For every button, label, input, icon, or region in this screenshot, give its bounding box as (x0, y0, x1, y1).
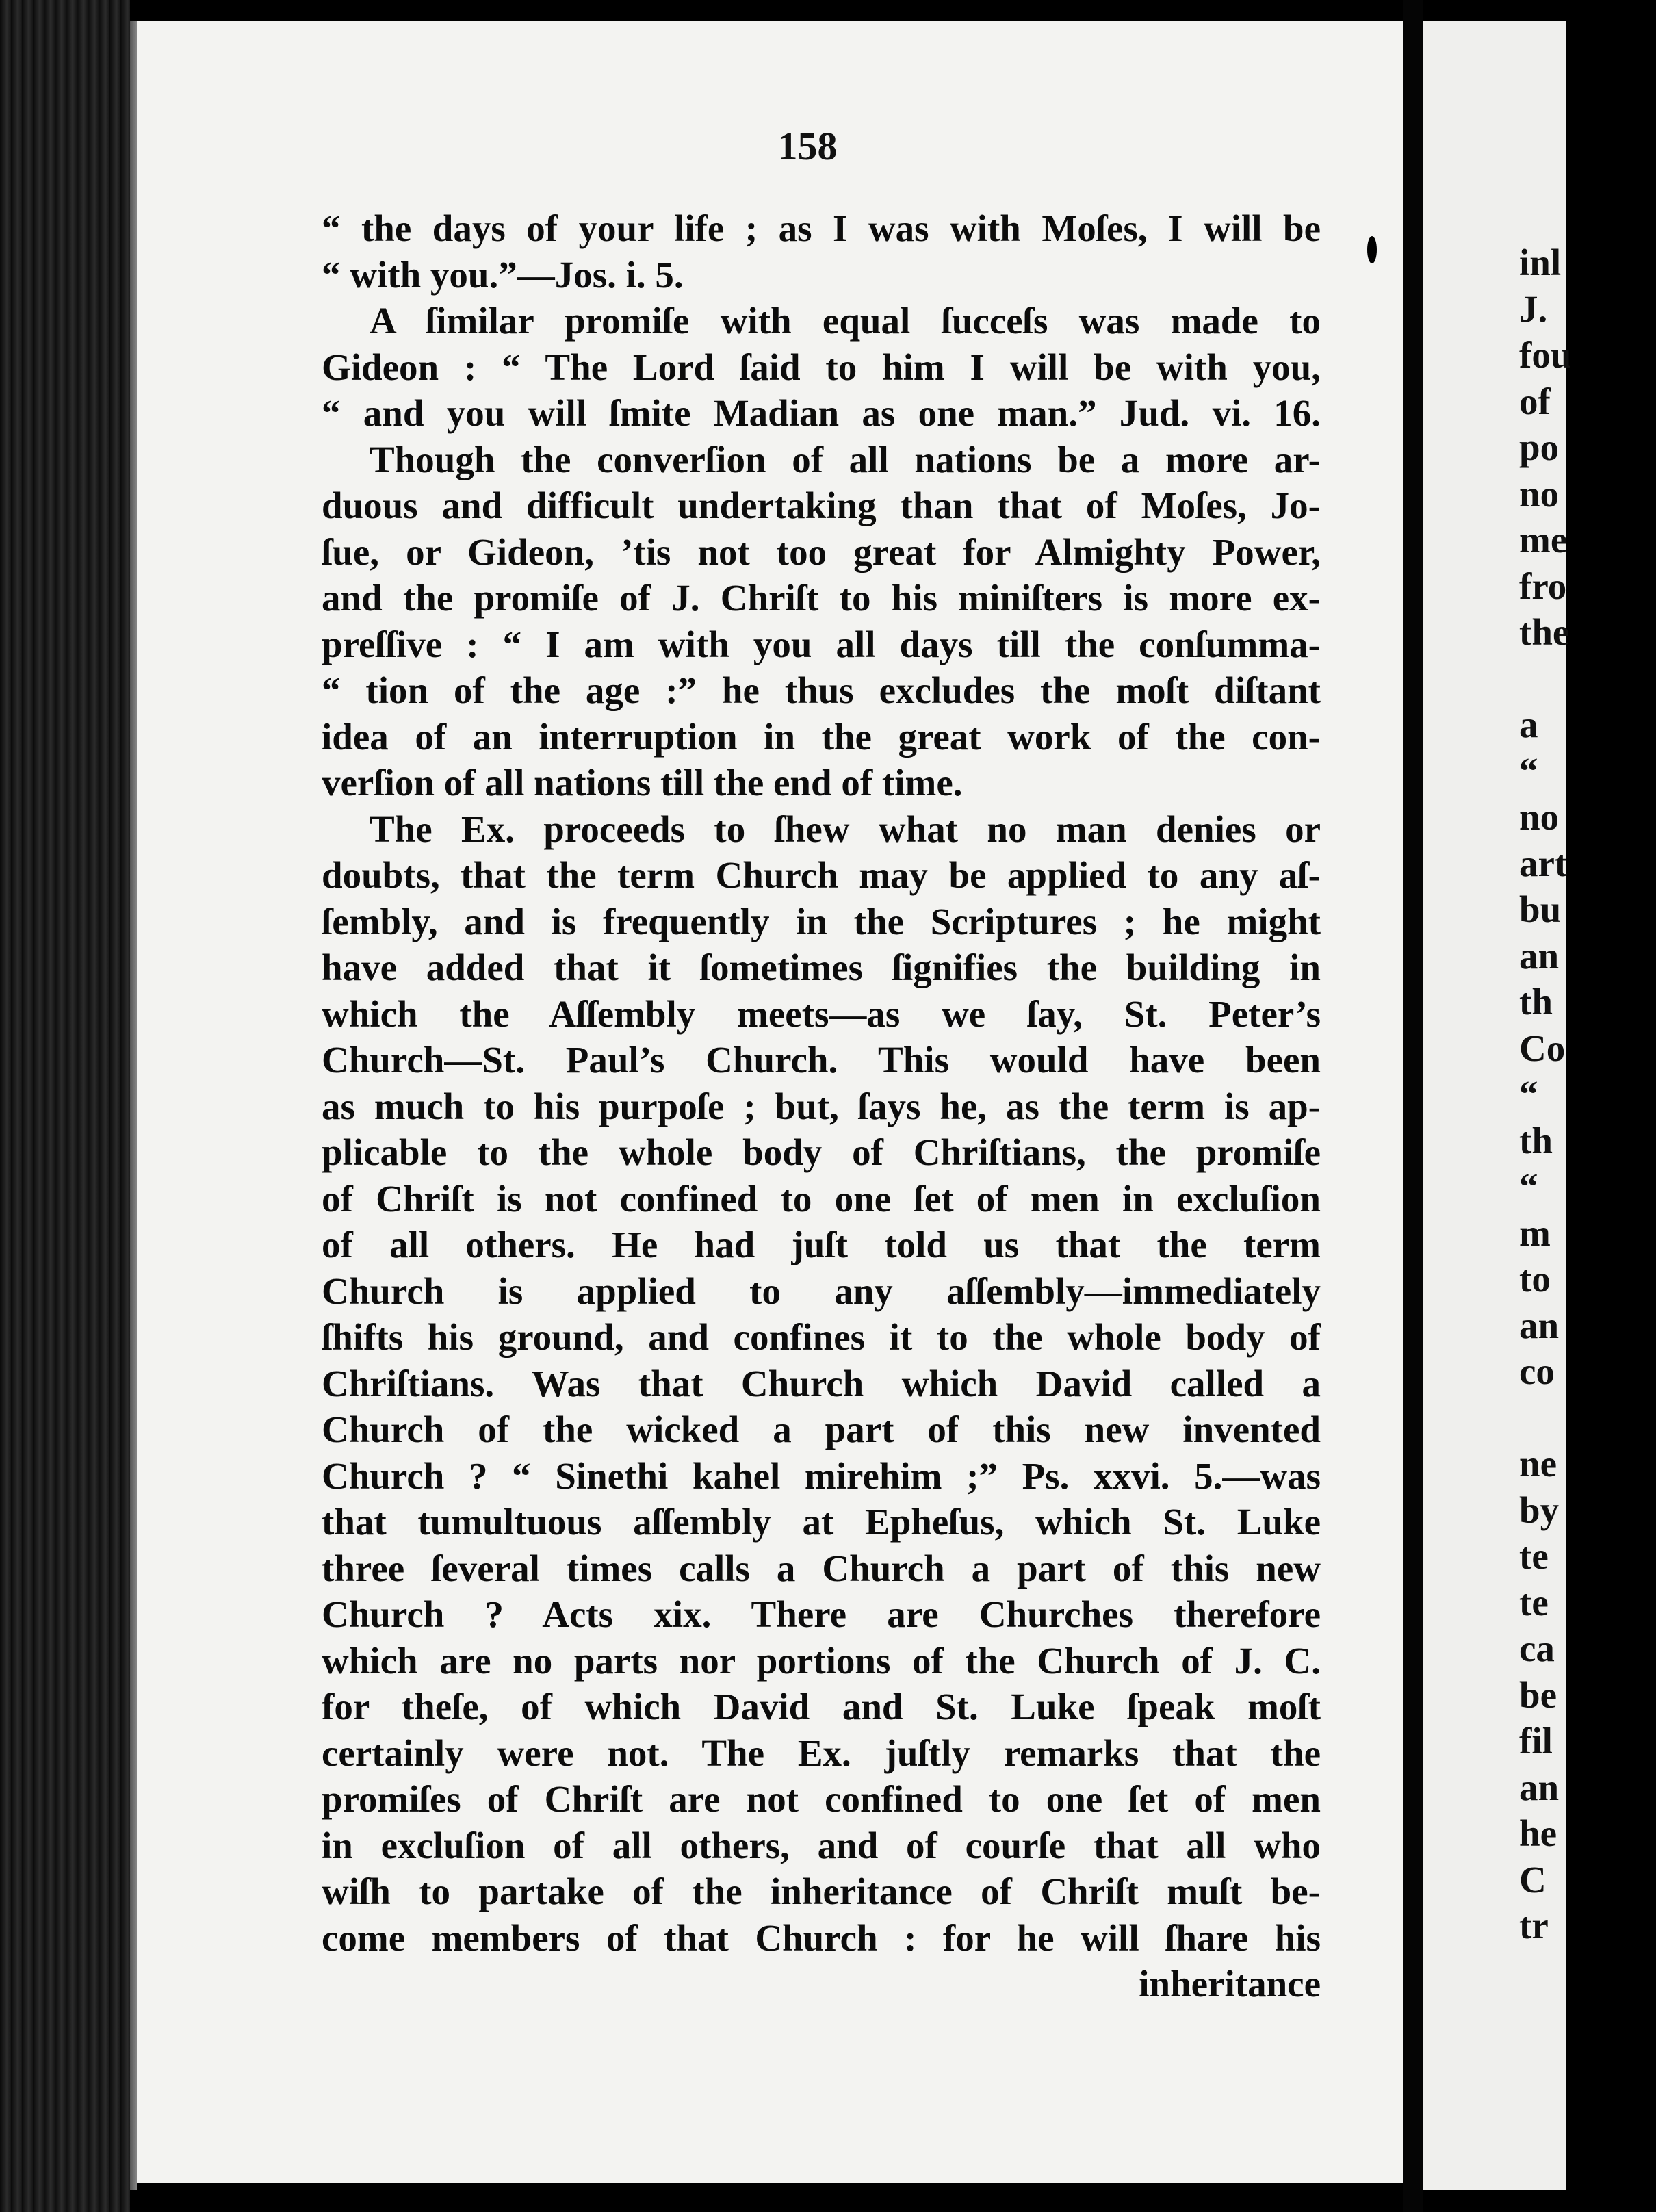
next-page-fragment: po (1519, 426, 1560, 468)
next-page-fragment (1519, 656, 1656, 702)
text-line: plicable to the whole body of Chriſtians, the promiſe (322, 1131, 1321, 1173)
text-line: A ſimilar promiſe with equal ſucceſs was made to (370, 300, 1321, 342)
next-page-fragment: te (1519, 1535, 1549, 1577)
next-page-fragment: an (1519, 1766, 1560, 1808)
text-line: in excluſion of all others, and of courſe that all who (322, 1824, 1321, 1866)
next-page-fragment: the (1519, 611, 1570, 653)
margin-mark (1367, 236, 1377, 263)
next-page-text (1519, 240, 1656, 1949)
page-number: 158 (777, 124, 838, 168)
next-page-fragment (1519, 1395, 1656, 1441)
next-page-fragment: no (1519, 472, 1560, 515)
next-page-fragment: bu (1519, 888, 1562, 930)
text-line: ſembly, and is frequently in the Scriptures ; he might (322, 900, 1321, 942)
text-line: “ with you.”—Jos. i. 5. (322, 253, 684, 296)
text-line: promiſes of Chriſt are not confined to one ſet of men (322, 1778, 1321, 1820)
text-line: wiſh to partake of the inheritance of Chriſt muſt be- (322, 1870, 1321, 1912)
next-page-fragment: th (1519, 1119, 1553, 1161)
next-page-fragment: an (1519, 934, 1560, 977)
text-line: and the promiſe of J. Chriſt to his miniſters is more ex- (322, 577, 1321, 619)
text-line: Though the converſion of all nations be a more ar- (370, 438, 1321, 480)
next-page-fragment: art (1519, 842, 1568, 884)
next-page-fragment: th (1519, 981, 1553, 1023)
text-line: Church of the wicked a part of this new invented (322, 1409, 1321, 1450)
text-line: Church ? “ Sinethi kahel mirehim ;” Ps. xxvi. 5.—was (322, 1454, 1321, 1497)
book-edge (0, 0, 130, 2212)
next-page-fragment: J. (1519, 287, 1548, 330)
next-page-fragment: fil (1519, 1720, 1553, 1762)
text-line: “ and you will ſmite Madian as one man.” Jud. vi. 16. (322, 392, 1321, 434)
next-page-fragment: tr (1519, 1905, 1549, 1946)
text-line: verſion of all nations till the end of time. (322, 762, 963, 803)
text-line: Church—St. Paul’s Church. This would have been (322, 1039, 1321, 1081)
next-page-fragment: of (1519, 380, 1551, 422)
text-line: inheritance (1139, 1963, 1321, 2005)
text-line: ſue, or Gideon, ’tis not too great for Almighty Power, (322, 530, 1321, 573)
next-page-fragment: no (1519, 796, 1560, 838)
next-page-fragment: he (1519, 1812, 1557, 1854)
next-page-fragment: an (1519, 1304, 1560, 1346)
text-line: Gideon : “ The Lord ſaid to him I will be with you, (322, 346, 1321, 388)
page-text (322, 205, 1321, 2007)
text-line: come members of that Church : for he will ſhare his (322, 1916, 1321, 1959)
text-line: “ the days of your life ; as I was with Moſes, I will be (322, 207, 1321, 249)
page-separator (1403, 0, 1423, 2212)
text-line: for theſe, of which David and St. Luke ſpeak moſt (322, 1686, 1321, 1727)
text-line: ſhifts his ground, and confines it to the whole body of (322, 1316, 1321, 1358)
next-page-fragment: me (1519, 519, 1568, 561)
text-line: idea of an interruption in the great work of the con- (322, 715, 1321, 758)
text-line: Chriſtians. Was that Church which David called a (322, 1362, 1321, 1404)
next-page-fragment: co (1519, 1350, 1555, 1392)
next-page-fragment: inl (1519, 242, 1562, 283)
text-line: The Ex. proceeds to ſhew what no man denies or (370, 808, 1321, 850)
text-line: duous and difficult undertaking than that of Moſes, Jo- (322, 485, 1321, 526)
next-page-fragment: ne (1519, 1443, 1557, 1484)
text-line: three ſeveral times calls a Church a part of this new (322, 1547, 1321, 1589)
next-page-fragment: to (1519, 1258, 1551, 1300)
text-line: certainly were not. The Ex. juſtly remarks that the (322, 1732, 1321, 1774)
text-line: of Chriſt is not confined to one ſet of men in excluſion (322, 1177, 1321, 1220)
next-page-fragment: “ (1519, 1166, 1538, 1207)
next-page-fragment: be (1519, 1673, 1557, 1716)
next-page-edge (1423, 21, 1572, 2190)
next-page-fragment: C (1519, 1858, 1547, 1901)
text-line: which the Aſſembly meets—as we ſay, St. Peter’s (322, 992, 1321, 1035)
next-page-fragment: ca (1519, 1628, 1555, 1669)
text-line: doubts, that the term Church may be applied to any aſ- (322, 854, 1321, 896)
text-line: “ tion of the age :” he thus excludes the moſt diſtant (322, 669, 1321, 711)
next-page-fragment: m (1519, 1211, 1551, 1254)
next-page-fragment: Co (1519, 1027, 1566, 1069)
text-line: Church is applied to any aſſembly—immediately (322, 1270, 1321, 1312)
next-page-fragment: te (1519, 1581, 1549, 1623)
text-line: Church ? Acts xix. There are Churches therefore (322, 1593, 1321, 1635)
next-page-fragment: a (1519, 704, 1538, 745)
text-line: of all others. He had juſt told us that the term (322, 1224, 1321, 1265)
text-line: have added that it ſometimes ſignifies the building in (322, 947, 1321, 988)
next-page-fragment: “ (1519, 1073, 1538, 1115)
next-page-fragment: fou (1519, 334, 1572, 376)
text-line: preſſive : “ I am with you all days till the conſumma- (322, 623, 1321, 665)
bottom-shadow (137, 2183, 1403, 2212)
next-page-fragment: “ (1519, 749, 1538, 792)
next-page-fragment: by (1519, 1489, 1560, 1531)
next-page-fragment: fro (1519, 565, 1567, 607)
text-line: as much to his purpoſe ; but, ſays he, as the term is ap- (322, 1085, 1321, 1127)
text-line: which are no parts nor portions of the Church of J. C. (322, 1639, 1321, 1682)
text-line: that tumultuous aſſembly at Epheſus, which St. Luke (322, 1501, 1321, 1543)
